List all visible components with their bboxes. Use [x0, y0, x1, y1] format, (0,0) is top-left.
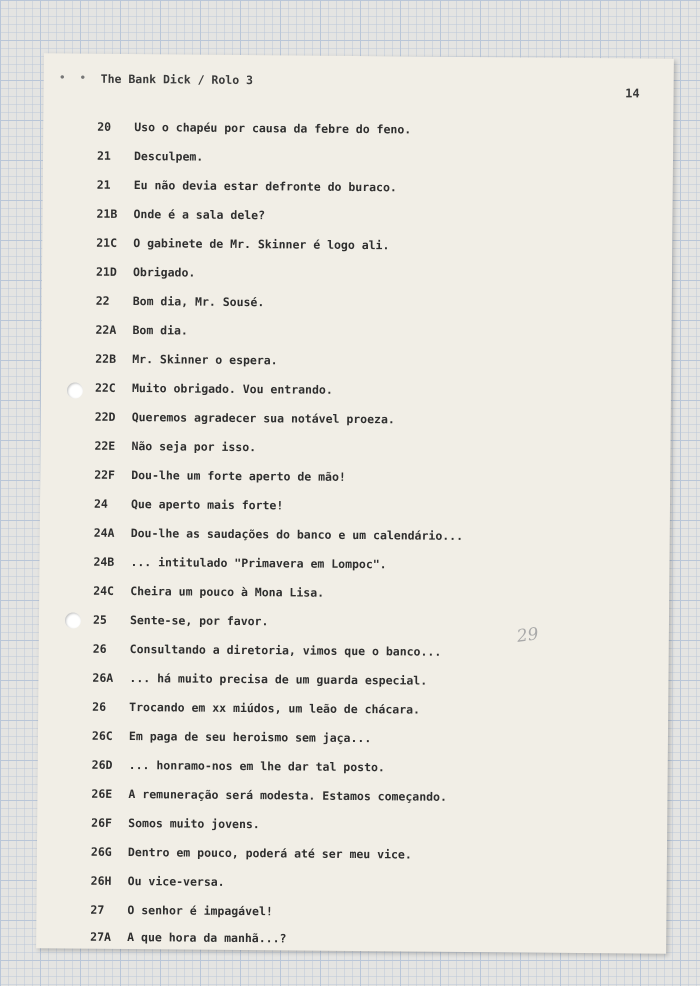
script-line — [91, 787, 447, 806]
line-text: O senhor é impagável! — [127, 903, 273, 919]
script-line — [97, 178, 397, 197]
page-number: 14 — [625, 86, 640, 101]
script-line — [91, 816, 260, 833]
script-line — [90, 903, 273, 921]
line-number: 22 — [95, 293, 110, 308]
line-number: 27 — [90, 902, 105, 917]
script-line — [93, 584, 324, 602]
line-text: Muito obrigado. Vou entrando. — [131, 381, 333, 397]
line-number: 27A — [90, 929, 112, 944]
line-text: ... há muito precisa de um guarda especial. — [129, 671, 428, 688]
line-text: O gabinete de Mr. Skinner é logo ali. — [133, 236, 390, 253]
punch-hole — [65, 612, 81, 628]
line-number: 21B — [96, 206, 118, 221]
line-text: Queremos agradecer sua notável proeza. — [131, 410, 395, 427]
script-line — [94, 497, 283, 515]
header-dots: • • — [58, 70, 90, 85]
line-number: 21D — [95, 264, 117, 279]
line-text: Onde é a sala dele? — [133, 207, 266, 223]
script-line — [96, 207, 265, 224]
line-text: Que aperto mais forte! — [130, 497, 284, 513]
handwritten-note: 29 — [515, 624, 540, 647]
line-number: 25 — [92, 612, 107, 627]
script-line — [96, 236, 389, 255]
script-line — [94, 526, 463, 545]
line-number: 26C — [91, 728, 113, 743]
line-number: 21 — [96, 177, 111, 192]
line-text: Obrigado. — [132, 265, 196, 280]
line-text: Dou-lhe um forte aperto de mão! — [131, 468, 346, 484]
line-text: Não seja por isso. — [131, 439, 257, 455]
line-text: Bom dia. — [132, 323, 188, 338]
line-text: Dentro em pouco, poderá até ser meu vice. — [127, 845, 412, 862]
script-line — [92, 729, 371, 747]
line-number: 22C — [94, 380, 116, 395]
line-number: 26D — [91, 757, 113, 772]
script-line — [95, 381, 333, 399]
script-line — [95, 352, 278, 370]
line-number: 22D — [94, 409, 116, 424]
header-title: The Bank Dick / Rolo 3 — [100, 71, 254, 88]
line-number: 26 — [92, 699, 107, 714]
line-number: 26H — [90, 873, 112, 888]
script-line — [92, 758, 385, 777]
line-text: A remuneração será modesta. Estamos começando. — [128, 787, 448, 804]
script-line — [95, 323, 188, 340]
line-number: 24C — [93, 583, 115, 598]
script-line — [93, 555, 386, 574]
script-line — [92, 700, 420, 719]
script-line — [91, 845, 412, 864]
script-line — [93, 642, 442, 661]
line-number: 22B — [95, 351, 117, 366]
script-line — [93, 613, 269, 631]
line-text: Cheira um pouco à Mona Lisa. — [130, 584, 325, 600]
script-line — [94, 439, 256, 456]
line-text: Desculpem. — [133, 149, 204, 164]
line-text: ... honramo-nos em lhe dar tal posto. — [128, 758, 385, 775]
line-number: 21 — [96, 148, 111, 163]
line-text: Sente-se, por favor. — [129, 613, 269, 629]
line-number: 22A — [95, 322, 117, 337]
line-number: 26G — [90, 844, 112, 859]
line-text: Somos muito jovens. — [128, 816, 260, 832]
line-number: 26A — [92, 670, 114, 685]
line-number: 24 — [93, 496, 108, 511]
line-text: Ou vice-versa. — [127, 874, 225, 889]
script-line — [95, 410, 395, 429]
punch-hole — [67, 382, 83, 398]
script-line — [97, 149, 203, 166]
line-text: A que hora da manhã...? — [127, 930, 287, 946]
line-number: 24B — [93, 554, 115, 569]
script-line — [97, 120, 411, 139]
line-text: ... intitulado "Primavera em Lompoc". — [130, 555, 387, 572]
line-text: Consultando a diretoria, vimos que o banco... — [129, 642, 442, 659]
line-text: Uso o chapéu por causa da febre do feno. — [134, 120, 412, 137]
line-number: 26E — [91, 786, 113, 801]
line-text: Em paga de seu heroismo sem jaça... — [128, 729, 372, 746]
script-line — [96, 265, 195, 282]
script-line — [92, 671, 427, 690]
script-line — [91, 874, 225, 891]
line-text: Dou-lhe as saudações do banco e um calendário... — [130, 526, 464, 543]
line-number: 24A — [93, 525, 115, 540]
typewritten-page — [36, 53, 674, 953]
line-number: 22E — [94, 438, 116, 453]
script-line — [90, 930, 286, 948]
line-text: Bom dia, Mr. Sousé. — [132, 294, 265, 310]
script-line — [94, 468, 346, 486]
line-number: 21C — [96, 235, 118, 250]
line-text: Eu não devia estar defronte do buraco. — [133, 178, 397, 195]
line-number: 26F — [91, 815, 113, 830]
line-number: 22F — [94, 467, 116, 482]
line-text: Mr. Skinner o espera. — [132, 352, 278, 368]
script-line — [96, 294, 265, 311]
line-number: 20 — [97, 119, 112, 134]
line-number: 26 — [92, 641, 107, 656]
line-text: Trocando em xx miúdos, um leão de chácara. — [129, 700, 421, 717]
